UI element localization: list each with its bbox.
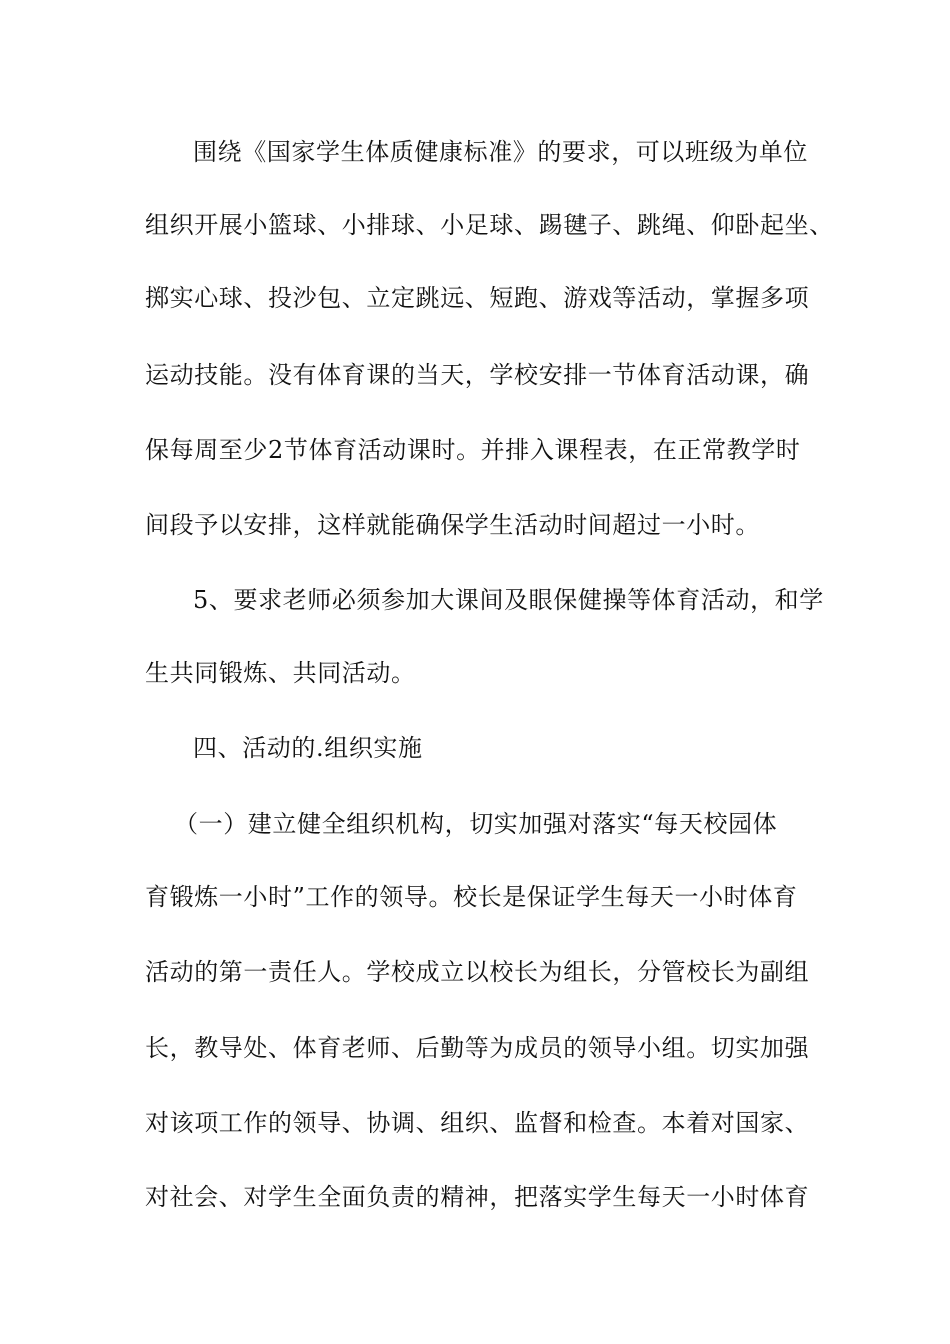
text-line: 间段予以安排，这样就能确保学生活动时间超过一小时。 <box>145 511 760 539</box>
text-line: 运动技能。没有体育课的当天，学校安排一节体育活动课，确 <box>145 361 810 389</box>
text-line: 围绕《国家学生体质健康标准》的要求，可以班级为单位 <box>193 138 808 166</box>
text-line: 长，教导处、体育老师、后勤等为成员的领导小组。切实加强 <box>145 1034 810 1062</box>
section-heading: 四、活动的.组织实施 <box>193 734 423 762</box>
text-line: 对社会、对学生全面负责的精神，把落实学生每天一小时体育 <box>145 1183 810 1211</box>
text-line: 保每周至少2节体育活动课时。并排入课程表，在正常教学时 <box>145 436 801 464</box>
text-line: 生共同锻炼、共同活动。 <box>145 659 416 687</box>
text-line: 活动的第一责任人。学校成立以校长为组长，分管校长为副组 <box>145 958 810 986</box>
subsection-heading: （一）建立健全组织机构，切实加强对落实“每天校园体 <box>174 810 778 838</box>
text-line: 育锻炼一小时”工作的领导。校长是保证学生每天一小时体育 <box>145 883 798 911</box>
text-line: 对该项工作的领导、协调、组织、监督和检查。本着对国家、 <box>145 1109 810 1137</box>
text-line: 掷实心球、投沙包、立定跳远、短跑、游戏等活动，掌握多项 <box>145 284 810 312</box>
text-line: 5、要求老师必须参加大课间及眼保健操等体育活动，和学 <box>193 586 824 614</box>
text-line: 组织开展小篮球、小排球、小足球、踢毽子、跳绳、仰卧起坐、 <box>145 211 834 239</box>
